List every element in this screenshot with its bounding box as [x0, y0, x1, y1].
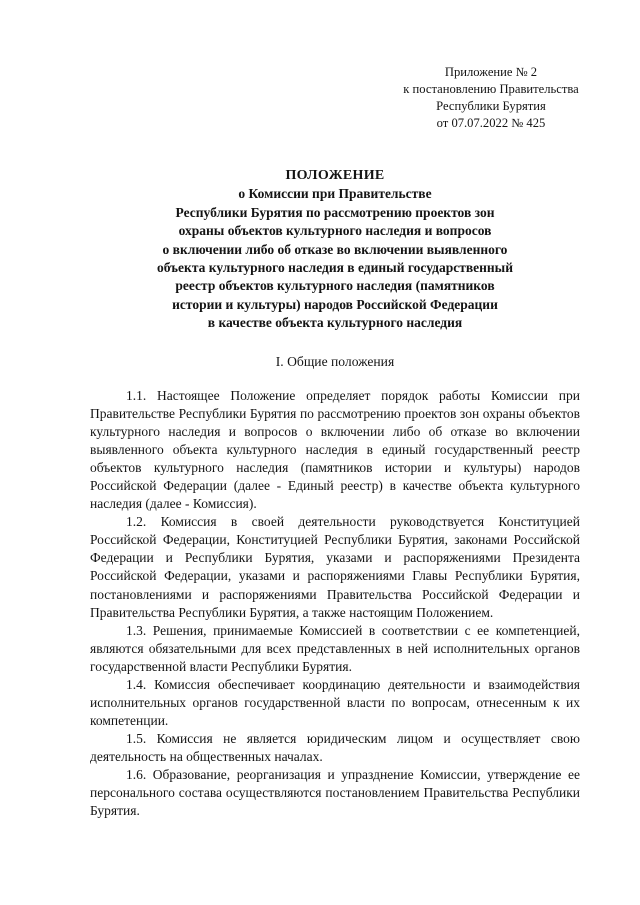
document-title: ПОЛОЖЕНИЕ: [285, 168, 385, 183]
document-title-block: [100, 167, 570, 333]
appendix-line: Приложение № 2: [444, 65, 538, 79]
section-heading: I. Общие положения: [275, 354, 395, 369]
title-line: Республики Бурятия по рассмотрению проектов зон: [175, 204, 495, 220]
paragraph-1-1: 1.1. Настоящее Положение определяет порядок работы Комиссии при Правительстве Республики Бурятия по рассмотрению проектов зон охраны объектов культурного наследия и вопросов о включении либо об отказе во включении выявленного объекта культурного наследия в единый государственный реестр объектов культурного наследия (памятников истории и культуры) народов Российской Федерации (далее - Единый реестр) в качестве объекта культурного наследия (далее - Комиссия).: [90, 388, 580, 512]
title-line: о Комиссии при Правительстве: [238, 186, 432, 202]
title-line: охраны объектов культурного наследия и вопросов: [178, 223, 492, 239]
appendix-line: Республики Бурятия: [436, 99, 546, 113]
paragraph-1-5: 1.5. Комиссия не является юридическим лицом и осуществляет свою деятельность на общественных началах.: [90, 730, 580, 764]
appendix-date-line: от 07.07.2022 № 425: [436, 116, 546, 130]
title-line: объекта культурного наследия в единый государственный: [157, 260, 513, 276]
paragraph-1-3: 1.3. Решения, принимаемые Комиссией в соответствии с ее компетенцией, являются обязательными для всех представленных в ней исполнительных органов государственной власти Республики Бурятия.: [90, 622, 580, 674]
paragraph-1-6: 1.6. Образование, реорганизация и упразднение Комиссии, утверждение ее персонального состава осуществляются постановлением Правительства Республики Бурятия.: [90, 766, 580, 819]
paragraph-1-4: 1.4. Комиссия обеспечивает координацию деятельности и взаимодействия исполнительных органов государственной власти по вопросам, отнесенным к их компетенции.: [90, 676, 580, 728]
appendix-note: [372, 64, 610, 132]
section-body: [90, 387, 580, 820]
title-line: в качестве объекта культурного наследия: [207, 315, 463, 331]
appendix-line: к постановлению Правительства: [403, 82, 579, 96]
paragraph-1-2: 1.2. Комиссия в своей деятельности руководствуется Конституцией Российской Федерации, Конституцией Республики Бурятия, законами Российской Федерации и Республики Бурятия, указами и распоряжениями Президента Российской Федерации, указами и распоряжениями Главы Республики Бурятия, постановлениями и распоряжениями Правительства Российской Федерации и Правительства Республики Бурятия, а также настоящим Положением.: [90, 514, 580, 620]
title-line: истории и культуры) народов Российской Федерации: [172, 296, 498, 312]
title-line: о включении либо об отказе во включении выявленного: [162, 241, 508, 257]
title-line: реестр объектов культурного наследия (памятников: [175, 278, 495, 294]
